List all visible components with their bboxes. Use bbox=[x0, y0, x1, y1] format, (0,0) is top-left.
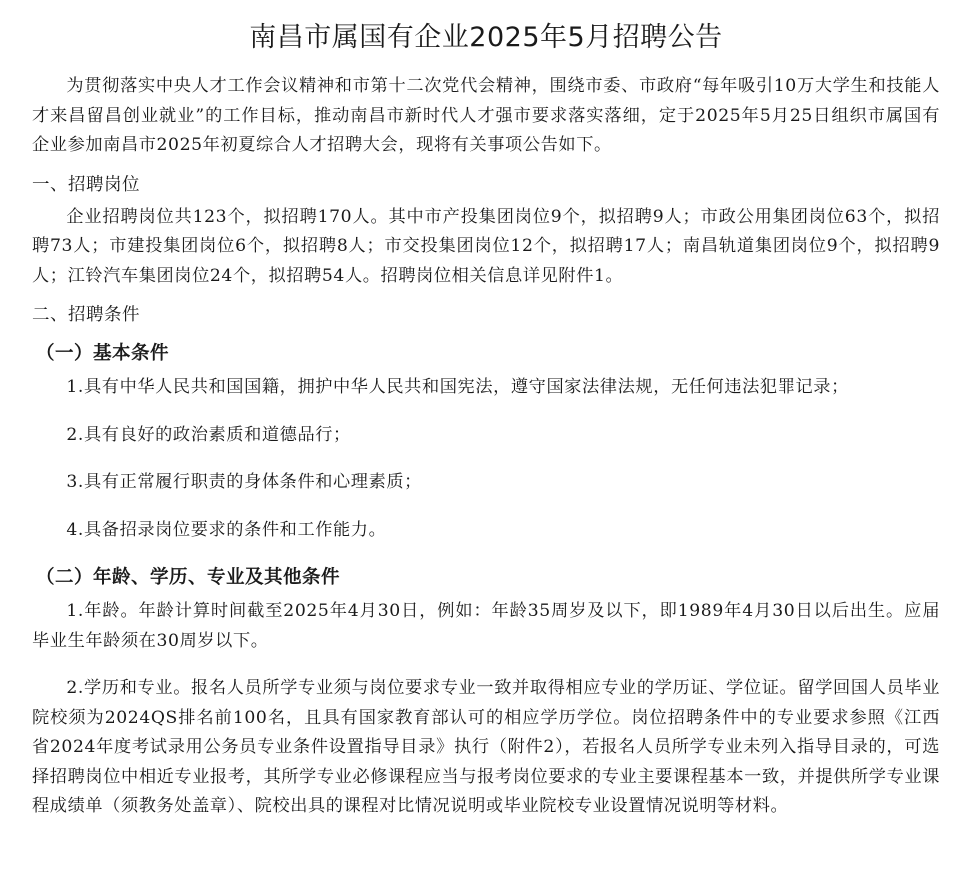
subsection-heading-basic: （一）基本条件 bbox=[36, 343, 170, 364]
basic-condition-item: 1.具有中华人民共和国国籍，拥护中华人民共和国宪法，遵守国家法律法规，无任何违法犯罪记录； bbox=[66, 377, 849, 397]
basic-condition-item: 2.具有良好的政治素质和道德品行； bbox=[66, 424, 351, 445]
section-heading-conditions: 二、招聘条件 bbox=[32, 305, 140, 325]
document-title: 南昌市属国有企业2025年5月招聘公告 bbox=[249, 22, 723, 53]
basic-condition-item: 4.具备招录岗位要求的条件和工作能力。 bbox=[66, 519, 387, 540]
intro-paragraph: 为贯彻落实中央人才工作会议精神和市第十二次党代会精神，围绕市委、市政府“每年吸引10万大学生和技能人才来昌留昌创业就业”的工作目标，推动南昌市新时代人才强市要求落实落细，定于2025年5月25日组织市属国有企业参加南昌市2025年初夏综合人才招聘大会，现将有关事项公告如下。 bbox=[32, 76, 940, 155]
positions-paragraph: 企业招聘岗位共123个，拟招聘170人。其中市产投集团岗位9个，拟招聘9人；市政公用集团岗位63个，拟招聘73人；市建投集团岗位6个，拟招聘8人；市交投集团岗位12个，拟招聘17人；南昌轨道集团岗位9个，拟招聘9人；江铃汽车集团岗位24个，拟招聘54人。招聘岗位相关信息详见附件1。 bbox=[32, 206, 940, 286]
subsection-heading-age-education: （二）年龄、学历、专业及其他条件 bbox=[36, 567, 341, 588]
age-condition-item: 1.年龄。年龄计算时间截至2025年4月30日，例如：年龄35周岁及以下，即1989年4月30日以后出生。应届毕业生年龄须在30周岁以下。 bbox=[32, 601, 940, 651]
basic-condition-item: 3.具有正常履行职责的身体条件和心理素质； bbox=[66, 472, 422, 492]
section-heading-positions: 一、招聘岗位 bbox=[32, 174, 140, 195]
education-condition-item: 2.学历和专业。报名人员所学专业须与岗位要求专业一致并取得相应专业的学历证、学位证。留学回国人员毕业院校须为2024QS排名前100名，且具有国家教育部认可的相应学历学位。岗位招聘条件中的专业要求参照《江西省2024年度考试录用公务员专业条件设置指导目录》执行（附件2），若报名人员所学专业未列入指导目录的，可选择招聘岗位中相近专业报考，其所学专业必修课程应当与报考岗位要求的专业主要课程基本一致，并提供所学专业课程成绩单（须教务处盖章）、院校出具的课程对比情况说明或毕业院校专业设置情况说明等材料。 bbox=[32, 678, 940, 816]
